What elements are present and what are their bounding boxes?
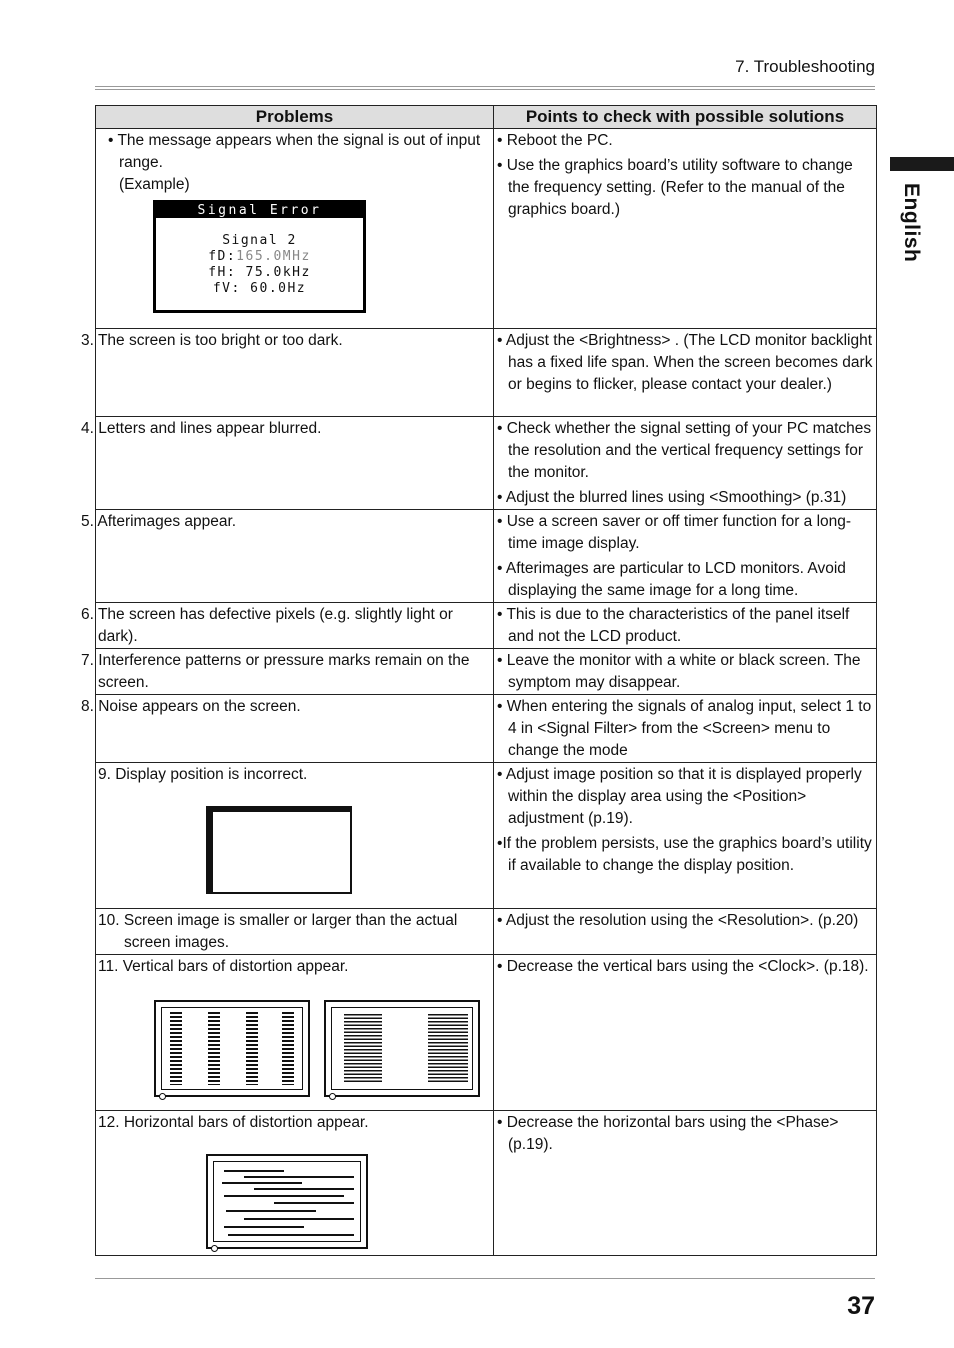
page-number: 37 — [847, 1292, 875, 1320]
example-label: (Example) — [119, 176, 190, 193]
horizontal-bars-monitor-illustration — [206, 1154, 368, 1249]
table-row — [96, 695, 877, 763]
table-row — [96, 649, 877, 695]
solution-item: • Reboot the PC. — [497, 132, 613, 149]
solution-cell — [494, 649, 877, 695]
section-title: 7. Troubleshooting — [735, 57, 875, 76]
solution-cell — [494, 510, 877, 603]
table-row — [96, 329, 877, 417]
solution-item: • Decrease the horizontal bars using the <Phase>(p.19). — [497, 1114, 839, 1153]
signal-error-illustration — [153, 200, 366, 313]
solution-item: • Afterimages are particular to LCD monitors. Avoid displaying the same image for a long time. — [497, 560, 846, 599]
signal-fv-line: fV: 60.0Hz — [212, 281, 307, 296]
table-row — [96, 1111, 877, 1256]
problem-text: • The message appears when the signal is out of input range. — [108, 132, 481, 171]
solution-item: • Adjust the <Brightness> . (The LCD monitor backlight has a fixed life span. When the screen becomes dark or begins to flicker, please contact your dealer.) — [497, 332, 873, 393]
solution-cell — [494, 695, 877, 763]
solution-item: • This is due to the characteristics of the panel itself and not the LCD product. — [497, 606, 850, 645]
table-row — [96, 909, 877, 955]
problem-cell — [96, 129, 494, 329]
table-header-row — [96, 106, 877, 129]
solution-cell — [494, 909, 877, 955]
solution-item: • Adjust the blurred lines using <Smoothing> (p.31) — [497, 489, 847, 506]
header-problems: Problems — [96, 106, 494, 129]
solution-cell — [494, 417, 877, 510]
problem-text: 11. Vertical bars of distortion appear. — [98, 958, 349, 975]
solution-item: • When entering the signals of analog input, select 1 to 4 in <Signal Filter> from the <Screen> menu to change the mode — [497, 698, 872, 759]
vertical-bars-monitor-illustration — [154, 1000, 310, 1097]
solution-cell — [494, 129, 877, 329]
problem-cell — [96, 763, 494, 909]
offset-monitor-illustration — [206, 806, 352, 894]
solution-cell — [494, 955, 877, 1111]
solution-item: • Use a screen saver or off timer function for a long-time image display. — [497, 513, 852, 552]
table-row — [96, 129, 877, 329]
solution-cell — [494, 603, 877, 649]
solution-cell — [494, 1111, 877, 1256]
problem-cell — [96, 955, 494, 1111]
solution-cell — [494, 763, 877, 909]
signal-fh-line: fH: 75.0kHz — [208, 265, 311, 280]
problem-cell: 10. Screen image is smaller or larger than the actual screen images. — [96, 909, 494, 955]
problem-cell: 8. Noise appears on the screen. — [96, 695, 494, 763]
table-row — [96, 603, 877, 649]
table-row — [96, 955, 877, 1111]
footer-rule — [95, 1278, 875, 1279]
problem-cell: 6. The screen has defective pixels (e.g. slightly light or dark). — [96, 603, 494, 649]
solution-item: • Adjust image position so that it is displayed properly within the display area using the <Position> adjustment (p.19). — [497, 766, 862, 827]
table-row — [96, 417, 877, 510]
header-rule — [95, 86, 875, 90]
problem-cell — [96, 1111, 494, 1256]
problem-cell: 7. Interference patterns or pressure marks remain on the screen. — [96, 649, 494, 695]
problem-text: 12. Horizontal bars of distortion appear. — [98, 1114, 369, 1131]
signal-line: Signal 2 — [222, 233, 297, 248]
problem-text: 9. Display position is incorrect. — [98, 766, 308, 783]
side-tab-marker — [890, 157, 954, 171]
solution-item: • Decrease the vertical bars using the <Clock>. (p.18). — [497, 958, 869, 975]
solution-item: • Check whether the signal setting of your PC matches the resolution and the vertical frequency settings for the monitor. — [497, 420, 872, 481]
solution-item: •If the problem persists, use the graphics board’s utility if available to change the display position. — [497, 835, 872, 874]
distorted-bars-monitor-illustration — [324, 1000, 480, 1097]
solution-cell — [494, 329, 877, 417]
signal-fd-line: fD:165.0MHz — [208, 249, 311, 264]
table-row — [96, 510, 877, 603]
table-row — [96, 763, 877, 909]
problem-cell: 4. Letters and lines appear blurred. — [96, 417, 494, 510]
solution-item: • Leave the monitor with a white or black screen. The symptom may disappear. — [497, 652, 861, 691]
language-side-label: English — [900, 183, 923, 263]
problem-cell: 5. Afterimages appear. — [96, 510, 494, 603]
solution-item: • Adjust the resolution using the <Resolution>. (p.20) — [497, 912, 859, 929]
solution-item: • Use the graphics board’s utility software to change the frequency setting. (Refer to the manual of the graphics board.) — [497, 157, 853, 218]
troubleshooting-table — [81, 105, 877, 1256]
problem-cell: 3. The screen is too bright or too dark. — [96, 329, 494, 417]
signal-error-title: Signal Error — [156, 203, 363, 218]
header-solutions: Points to check with possible solutions — [494, 106, 877, 129]
